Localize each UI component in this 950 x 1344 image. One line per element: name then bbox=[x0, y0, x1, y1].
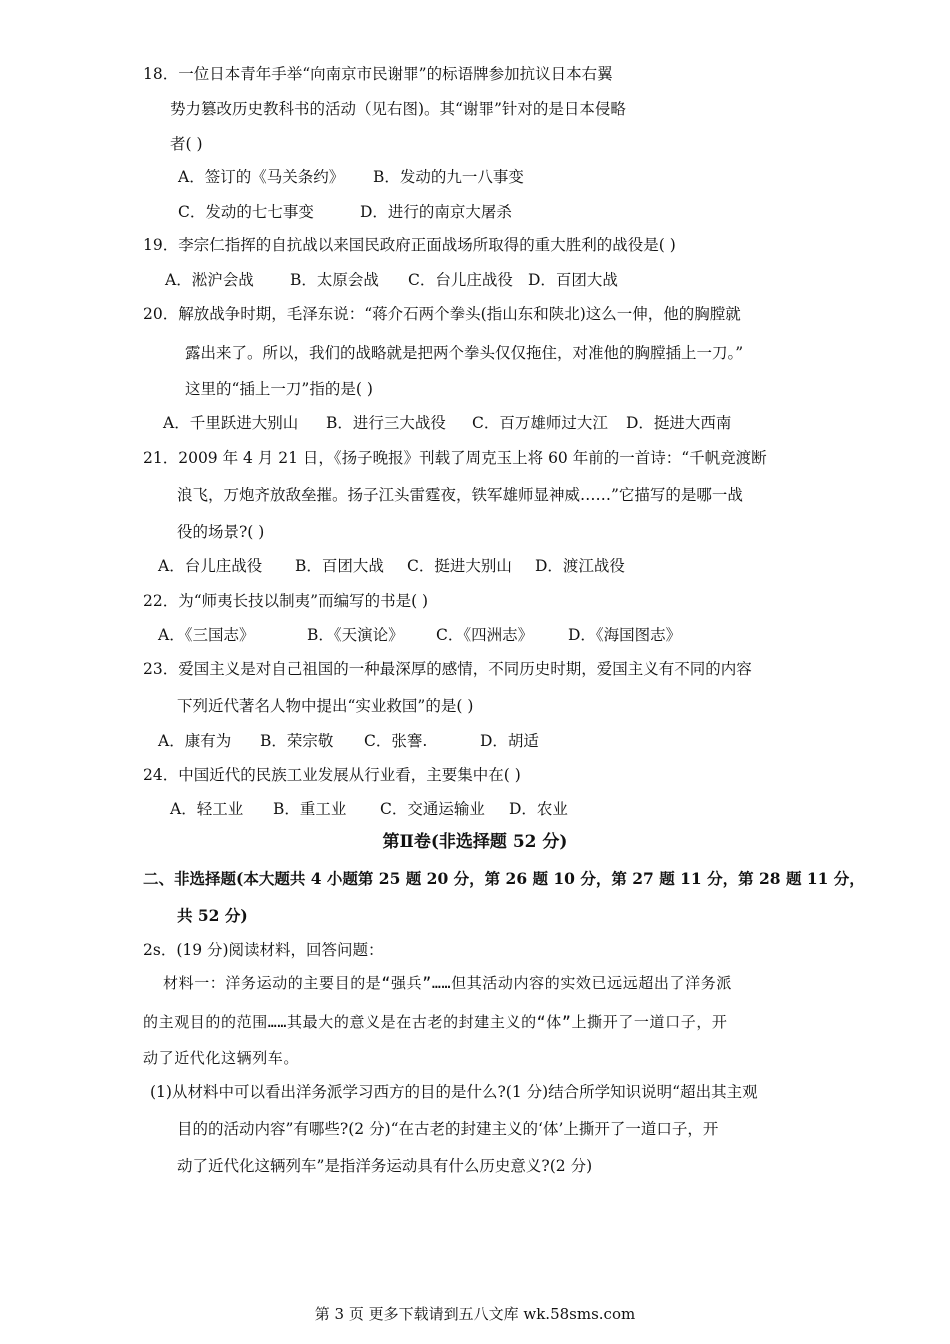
q21-line-2: 浪飞，万炮齐放敌垒摧。扬子江头雷霆夜，铁军雄师显神威……”它描写的是哪一战 bbox=[177, 486, 743, 504]
q23-option-a: A．康有为 bbox=[158, 732, 232, 750]
q20-line-2: 露出来了。所以，我们的战略就是把两个拳头仅仅拖住，对准他的胸膛插上一刀。” bbox=[185, 344, 744, 362]
q22-option-c: C．《四洲志》 bbox=[436, 626, 534, 644]
material-1-line-2: 的主观目的的范围……其最大的意义是在古老的封建主义的“体”上撕开了一道口子，开 bbox=[143, 1013, 728, 1031]
material-1-line-1: 材料一：洋务运动的主要目的是“强兵”……但其活动内容的实效已远远超出了洋务派 bbox=[163, 974, 732, 992]
page-footer: 第 3 页 更多下载请到五八文库 wk.58sms.com bbox=[314, 1305, 636, 1323]
q21-option-b: B．百团大战 bbox=[295, 557, 384, 575]
q24-option-c: C．交通运输业 bbox=[380, 800, 485, 818]
q22-option-d: D．《海国图志》 bbox=[568, 626, 682, 644]
q18-line-1: 18．一位日本青年手举“向南京市民谢罪”的标语牌参加抗议日本右翼 bbox=[143, 65, 613, 83]
q22-option-b: B．《天演论》 bbox=[307, 626, 404, 644]
q19-option-a: A．淞沪会战 bbox=[165, 271, 254, 289]
q20-option-d: D．挺进大西南 bbox=[626, 414, 732, 432]
q20-line-3: 这里的“插上一刀”指的是( ) bbox=[185, 380, 373, 398]
material-1-line-3: 动了近代化这辆列车。 bbox=[143, 1049, 300, 1067]
q20-line-1: 20．解放战争时期，毛泽东说：“蒋介石两个拳头(指山东和陕北)这么一伸，他的胸膛就 bbox=[143, 305, 741, 323]
q22-option-a: A．《三国志》 bbox=[158, 626, 255, 644]
q25-sub1-line-2: 目的的活动内容”有哪些?(2 分)“在古老的封建主义的‘体’上撕开了一道口子，开 bbox=[177, 1120, 719, 1138]
q24-line-1: 24．中国近代的民族工业发展从行业看，主要集中在( ) bbox=[143, 766, 521, 784]
q21-option-c: C．挺进大别山 bbox=[407, 557, 512, 575]
q24-option-b: B．重工业 bbox=[273, 800, 347, 818]
q23-option-b: B．荣宗敬 bbox=[260, 732, 334, 750]
q21-option-a: A．台儿庄战役 bbox=[158, 557, 263, 575]
q21-option-d: D．渡江战役 bbox=[535, 557, 625, 575]
q20-option-a: A．千里跃进大别山 bbox=[163, 414, 299, 432]
q18-option-b: B．发动的九一八事变 bbox=[373, 168, 524, 186]
q25-line-1: 2s．(19 分)阅读材料，回答问题： bbox=[143, 941, 384, 959]
section-2-heading-line-2: 共 52 分) bbox=[177, 906, 248, 925]
section-2-heading-line-1: 二、非选择题(本大题共 4 小题第 25 题 20 分，第 26 题 10 分，第 27 题 11 分，第 28 题 11 分， bbox=[143, 869, 865, 888]
q19-option-c: C．台儿庄战役 bbox=[408, 271, 513, 289]
q18-line-2: 势力篡改历史教科书的活动（见右图)。其“谢罪”针对的是日本侵略 bbox=[170, 100, 626, 118]
q19-option-b: B．太原会战 bbox=[290, 271, 379, 289]
q18-option-c: C．发动的七七事变 bbox=[178, 203, 314, 221]
q25-sub1-line-1: (1)从材料中可以看出洋务派学习西方的目的是什么?(1 分)结合所学知识说明“超出其主观 bbox=[150, 1083, 758, 1101]
q20-option-b: B．进行三大战役 bbox=[326, 414, 446, 432]
q25-sub1-line-3: 动了近代化这辆列车”是指洋务运动具有什么历史意义?(2 分) bbox=[177, 1157, 593, 1175]
q23-option-c: C．张謇. bbox=[364, 732, 428, 750]
q23-option-d: D．胡适 bbox=[480, 732, 539, 750]
q23-line-1: 23．爱国主义是对自己祖国的一种最深厚的感情，不同历史时期，爱国主义有不同的内容 bbox=[143, 660, 752, 678]
q24-option-a: A．轻工业 bbox=[170, 800, 244, 818]
q18-line-3: 者( ) bbox=[170, 135, 203, 153]
q24-option-d: D．农业 bbox=[509, 800, 568, 818]
q19-line-1: 19．李宗仁指挥的自抗战以来国民政府正面战场所取得的重大胜利的战役是( ) bbox=[143, 236, 676, 254]
q21-line-1: 21．2009 年 4 月 21 日，《扬子晚报》刊载了周克玉上将 60 年前的一首诗：“千帆竞渡断 bbox=[143, 449, 767, 467]
q18-option-d: D．进行的南京大屠杀 bbox=[360, 203, 512, 221]
q22-line-1: 22．为“师夷长技以制夷”而编写的书是( ) bbox=[143, 592, 429, 610]
q21-line-3: 役的场景?( ) bbox=[177, 523, 265, 541]
q19-option-d: D．百团大战 bbox=[528, 271, 618, 289]
q20-option-c: C．百万雄师过大江 bbox=[472, 414, 608, 432]
q23-line-2: 下列近代著名人物中提出“实业救国”的是( ) bbox=[177, 697, 474, 715]
q18-option-a: A．签订的《马关条约》 bbox=[178, 168, 345, 186]
section-2-title: 第Ⅱ卷(非选择题 52 分) bbox=[382, 832, 568, 852]
